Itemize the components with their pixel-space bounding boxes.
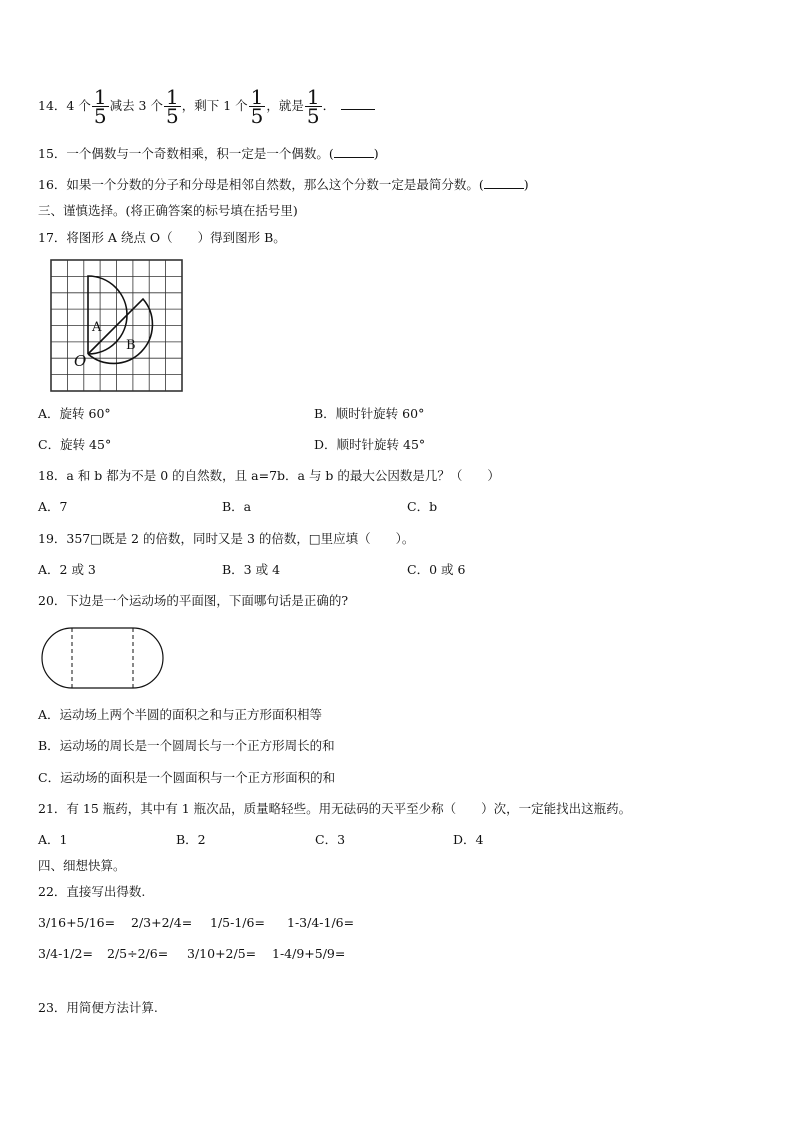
q18-option-c[interactable]: C．b [407,499,438,514]
q17-option-a[interactable]: A．旋转 60° [38,406,111,421]
q21-option-d[interactable]: D．4 [453,832,484,847]
question-23: 23．用简便方法计算. [38,1000,158,1015]
q21-option-c[interactable]: C．3 [315,832,346,847]
q15-text: 15．一个偶数与一个奇数相乘，积一定是一个偶数。( [38,146,334,161]
q19-option-c[interactable]: C．0 或 6 [407,562,466,577]
q22-expression: 2/5÷2/6= [107,946,169,961]
q19-option-b[interactable]: B．3 或 4 [222,562,281,577]
q22-expression: 3/10+2/5= [187,946,257,961]
q16-text: 16．如果一个分数的分子和分母是相邻自然数，那么这个分数一定是最简分数。( [38,177,484,192]
q17-option-d[interactable]: D．顺时针旋转 45° [314,437,426,452]
answer-blank[interactable] [341,109,375,110]
section-4-heading: 四、细想快算。 [38,858,126,873]
q17-option-c[interactable]: C．旋转 45° [38,437,112,452]
rotation-grid-figure [50,259,184,393]
q22-expression: 3/16+5/16= [38,915,116,930]
answer-blank[interactable] [484,188,524,189]
q14-mid1: 减去 3 个 [109,98,163,113]
label-b: B [126,338,136,353]
fraction: $\frac{1}{5}$ [250,85,264,128]
label-a: A [92,320,102,335]
fraction: $\frac{1}{5}$ [165,85,179,128]
q14-prefix: 14．4 个 [38,98,91,113]
section-3-heading: 三、谨慎选择。(将正确答案的标号填在括号里) [38,203,298,218]
question-17: 17．将图形 A 绕点 O（ ）得到图形 B。 [38,230,286,245]
q21-option-b[interactable]: B．2 [176,832,206,847]
q17-option-b[interactable]: B．顺时针旋转 60° [314,406,425,421]
question-19: 19．357□既是 2 的倍数，同时又是 3 的倍数，□里应填（ ）。 [38,531,415,546]
question-20: 20．下边是一个运动场的平面图，下面哪句话是正确的? [38,593,349,608]
question-14 [38,85,375,128]
q22-expression: 1-3/4-1/6= [287,915,355,930]
q15-close: ) [373,146,379,161]
fraction: $\frac{1}{5}$ [306,85,320,128]
q14-mid2: ，剩下 1 个 [181,98,248,113]
answer-blank[interactable] [334,157,374,158]
question-18: 18．a 和 b 都为不是 0 的自然数，且 a=7b．a 与 b 的最大公因数是几？（ ） [38,468,500,483]
q14-mid3: ，就是 [266,98,304,113]
fraction: $\frac{1}{5}$ [93,85,107,128]
question-15 [38,146,379,162]
q20-option-a[interactable]: A．运动场上两个半圆的面积之和与正方形面积相等 [38,707,323,722]
question-22: 22．直接写出得数. [38,884,146,899]
q22-expression: 2/3+2/4= [131,915,193,930]
q19-option-a[interactable]: A．2 或 3 [38,562,96,577]
q20-option-b[interactable]: B．运动场的周长是一个圆周长与一个正方形周长的和 [38,738,335,753]
q16-close: ) [523,177,529,192]
stadium-figure [40,626,166,690]
q22-expression: 1/5-1/6= [210,915,265,930]
q20-option-c[interactable]: C．运动场的面积是一个圆面积与一个正方形面积的和 [38,770,336,785]
q18-option-b[interactable]: B．a [222,499,252,514]
q18-option-a[interactable]: A．7 [38,499,68,514]
q22-expression: 3/4-1/2= [38,946,93,961]
q22-expression: 1-4/9+5/9= [272,946,346,961]
question-16 [38,177,529,193]
q14-suffix: ． [322,98,336,113]
q21-option-a[interactable]: A．1 [38,832,68,847]
question-21: 21．有 15 瓶药，其中有 1 瓶次品，质量略轻些。用无砝码的天平至少称（ ）次，一定能找出这瓶药。 [38,801,632,816]
label-o: O [74,352,87,370]
